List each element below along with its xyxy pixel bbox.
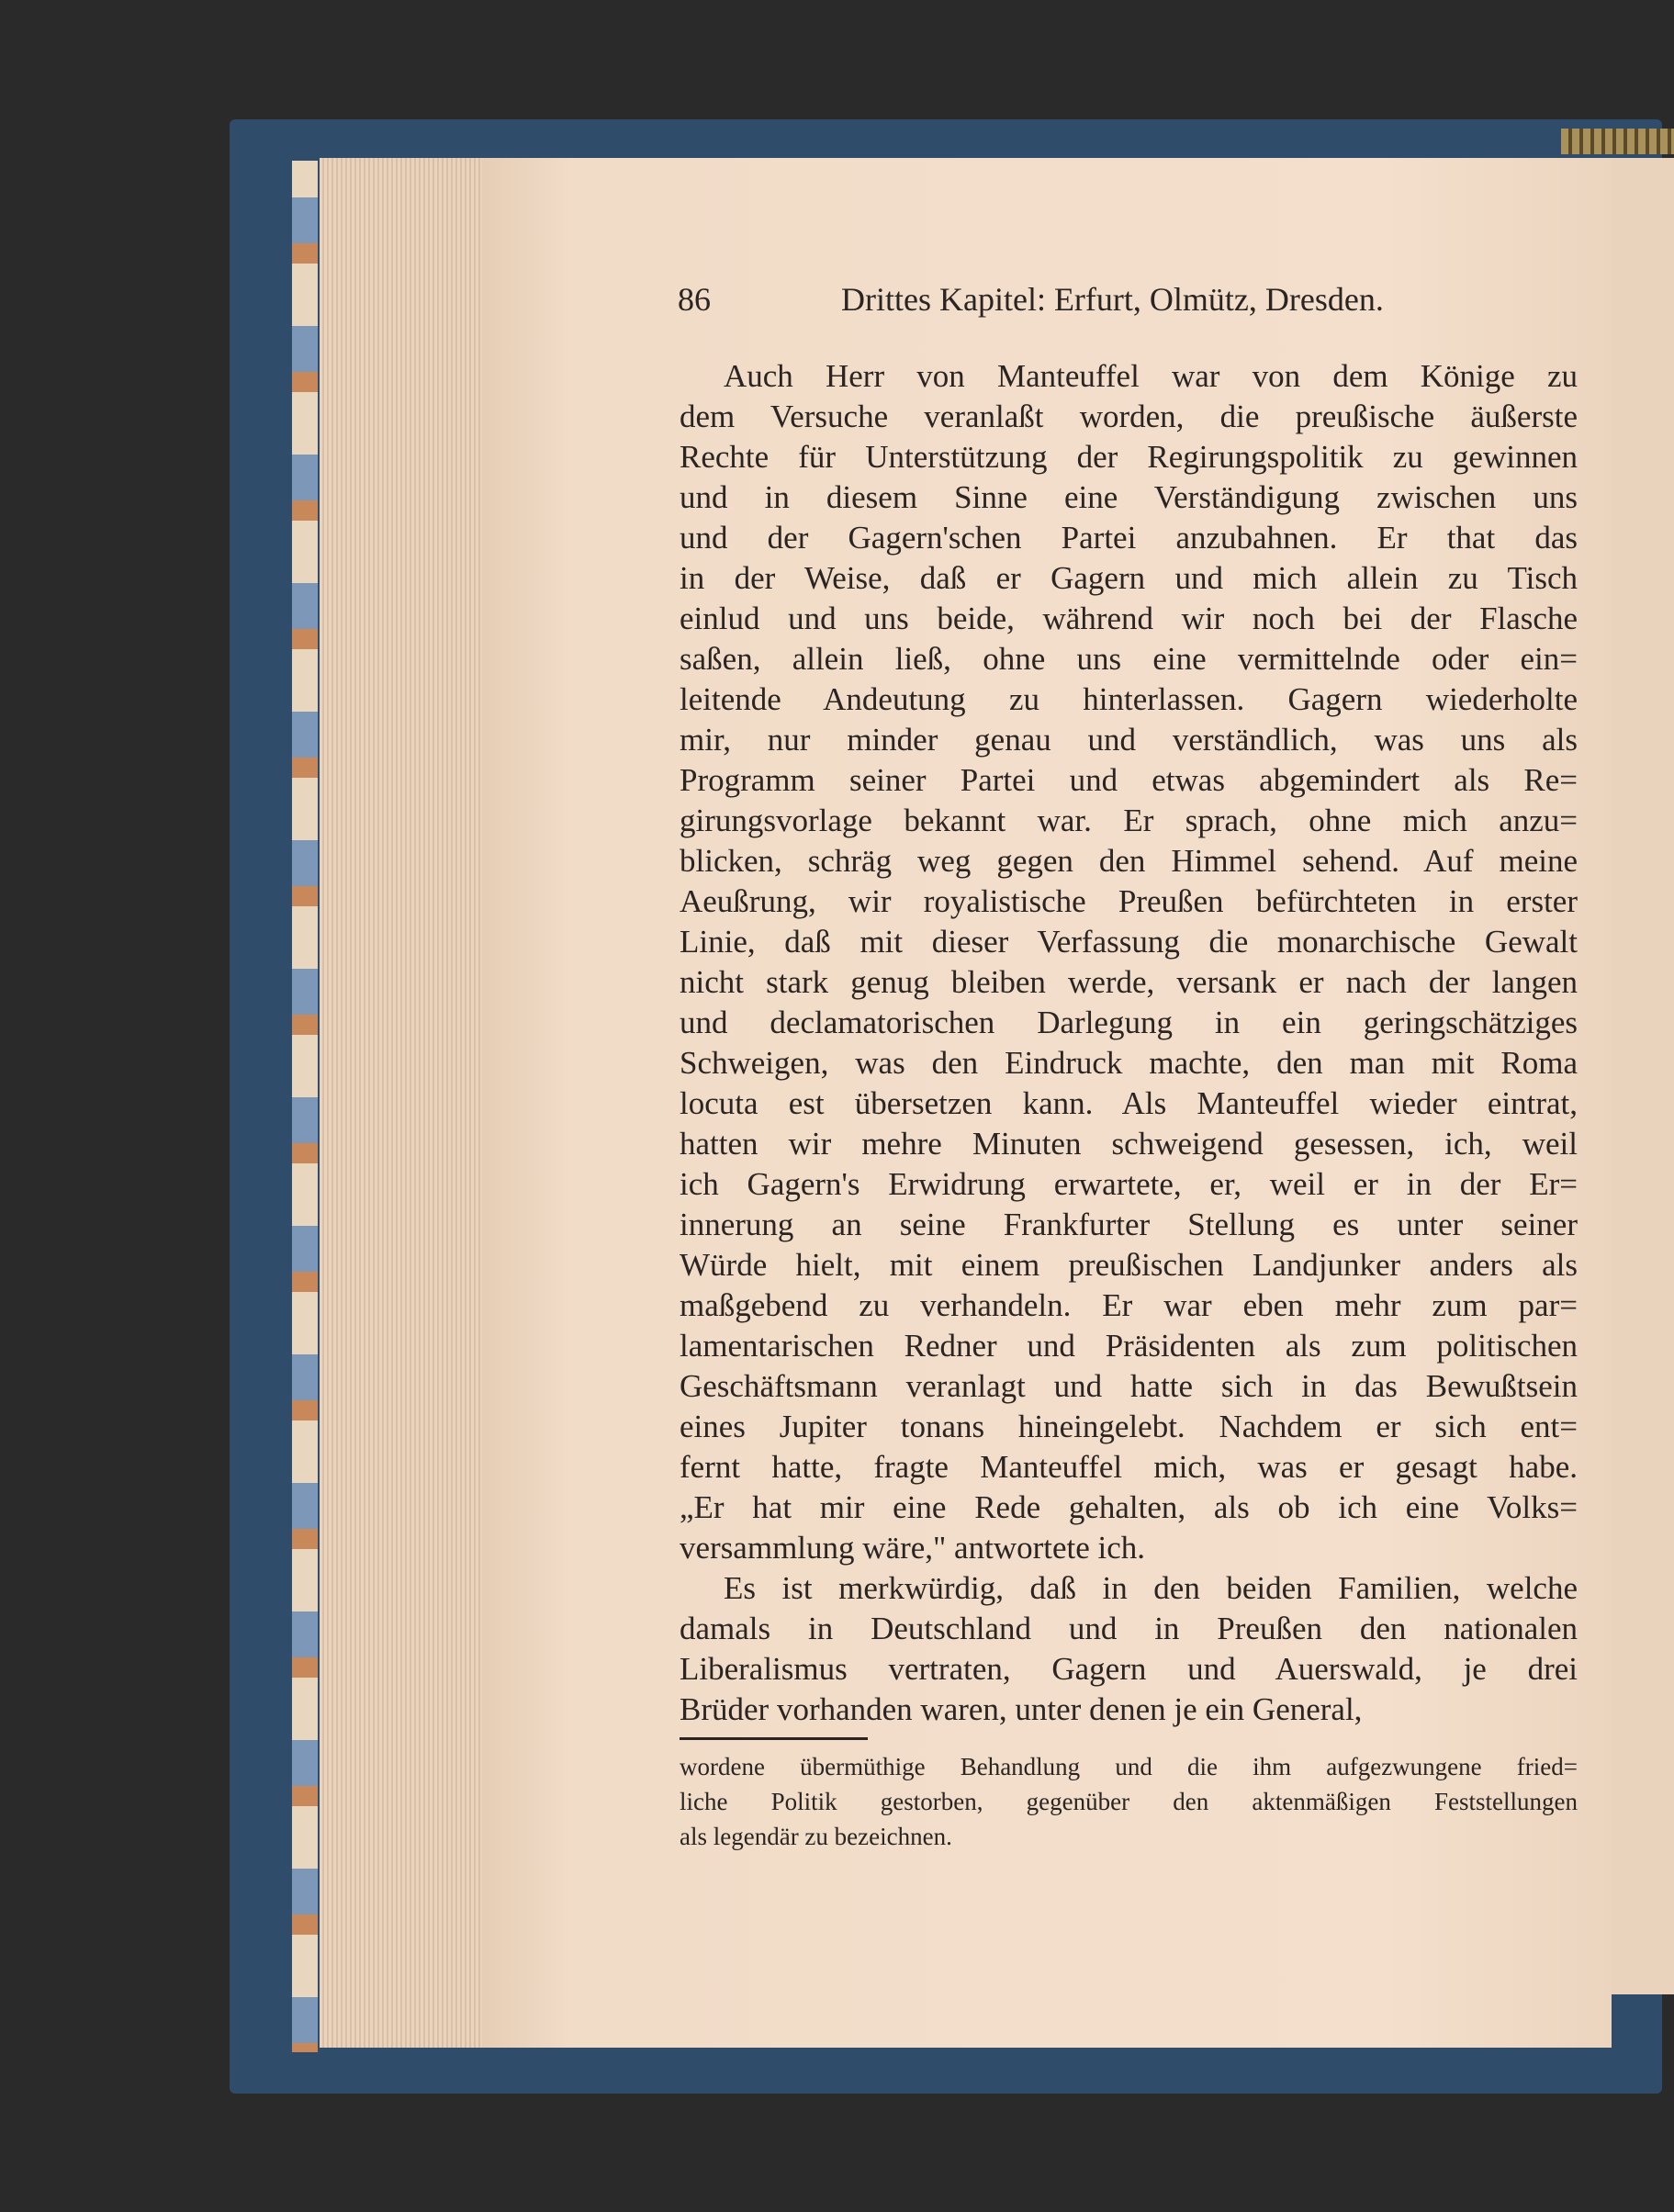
text-line: ich Gagern's Erwidrung erwartete, er, weil er in der Er= [680, 1166, 1578, 1202]
facing-page-edge [1609, 158, 1674, 1994]
headband [1561, 129, 1674, 154]
running-header [678, 280, 1412, 326]
text-line: fernt hatte, fragte Manteuffel mich, was er gesagt habe. [680, 1449, 1578, 1485]
text-line: Schweigen, was den Eindruck machte, den man mit Roma [680, 1045, 1578, 1081]
page-edges [320, 158, 485, 2048]
text-line: innerung an seine Frankfurter Stellung es unter seiner [680, 1207, 1578, 1242]
text-line: dem Versuche veranlaßt worden, die preußische äußerste [680, 399, 1578, 434]
text-line: und declamatorischen Darlegung in ein geringschätziges [680, 1005, 1578, 1040]
text-line: und in diesem Sinne eine Verständigung zwischen uns [680, 479, 1578, 515]
text-line: mir, nur minder genau und verständlich, was uns als [680, 722, 1578, 758]
text-line: nicht stark genug bleiben werde, versank er nach der langen [680, 964, 1578, 1000]
footnote-separator [680, 1737, 868, 1740]
text-line: eines Jupiter tonans hineingelebt. Nachdem er sich ent= [680, 1409, 1578, 1444]
text-line: lamentarischen Redner und Präsidenten als zum politischen [680, 1328, 1578, 1364]
text-line: Auch Herr von Manteuffel war von dem Könige zu [724, 358, 1578, 394]
text-line: Rechte für Unterstützung der Regirungspolitik zu gewinnen [680, 439, 1578, 475]
body-text [680, 356, 1578, 1730]
text-line: in der Weise, daß er Gagern und mich allein zu Tisch [680, 560, 1578, 596]
text-line: saßen, allein ließ, ohne uns eine vermittelnde oder ein= [680, 641, 1578, 677]
text-line: und der Gagern'schen Partei anzubahnen. Er that das [680, 520, 1578, 556]
text-line: maßgebend zu verhandeln. Er war eben mehr zum par= [680, 1287, 1578, 1323]
text-line: versammlung wäre," antwortete ich. [680, 1530, 1146, 1566]
text-line: Würde hielt, mit einem preußischen Landjunker anders als [680, 1247, 1578, 1283]
page-number: 86 [678, 281, 711, 318]
text-line: „Er hat mir eine Rede gehalten, als ob ich eine Volks= [680, 1489, 1578, 1525]
text-line: Aeußrung, wir royalistische Preußen befürchteten in erster [680, 883, 1578, 919]
text-line: Programm seiner Partei und etwas abgemindert als Re= [680, 762, 1578, 798]
footnote-line: wordene übermüthige Behandlung und die ihm aufgezwungene fried= [680, 1753, 1578, 1780]
text-line: damals in Deutschland und in Preußen den nationalen [680, 1611, 1578, 1646]
running-title: Drittes Kapitel: Erfurt, Olmütz, Dresden. [841, 281, 1384, 318]
endpaper-pattern [292, 161, 318, 2052]
text-line: Geschäftsmann veranlagt und hatte sich in das Bewußtsein [680, 1368, 1578, 1404]
text-line: blicken, schräg weg gegen den Himmel sehend. Auf meine [680, 843, 1578, 879]
text-line: girungsvorlage bekannt war. Er sprach, ohne mich anzu= [680, 803, 1578, 838]
text-line: leitende Andeutung zu hinterlassen. Gagern wiederholte [680, 681, 1578, 717]
text-line: Liberalismus vertraten, Gagern und Auerswald, je drei [680, 1651, 1578, 1687]
footnote-line: als legendär zu bezeichnen. [680, 1823, 952, 1850]
text-line: Linie, daß mit dieser Verfassung die monarchische Gewalt [680, 924, 1578, 960]
footnote-line: liche Politik gestorben, gegenüber den aktenmäßigen Feststellungen [680, 1788, 1578, 1815]
text-line: locuta est übersetzen kann. Als Manteuffel wieder eintrat, [680, 1085, 1578, 1121]
text-line: hatten wir mehre Minuten schweigend gesessen, ich, weil [680, 1126, 1578, 1162]
text-line: Es ist merkwürdig, daß in den beiden Familien, welche [724, 1570, 1578, 1606]
footnote [680, 1749, 1578, 1854]
text-line: Brüder vorhanden waren, unter denen je ein General, [680, 1691, 1363, 1727]
text-line: einlud und uns beide, während wir noch bei der Flasche [680, 601, 1578, 636]
